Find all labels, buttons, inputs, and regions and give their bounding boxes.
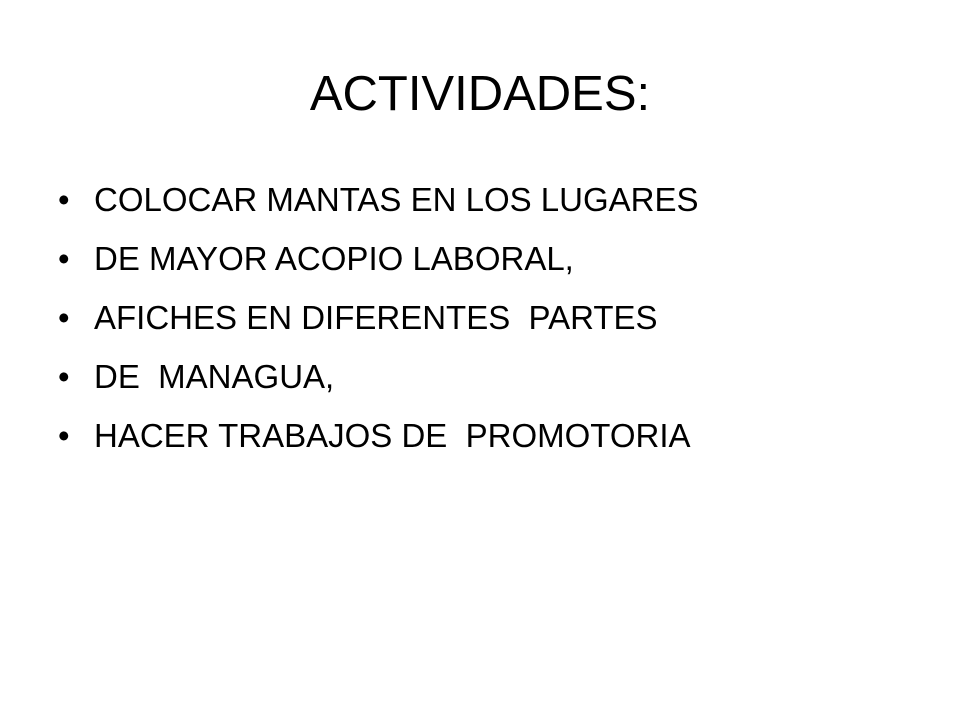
bullet-icon: • [58,240,70,277]
bullet-icon: • [58,181,70,218]
bullet-text: DE MAYOR ACOPIO LABORAL, [94,240,574,277]
list-item [58,170,938,229]
bullet-text: COLOCAR MANTAS EN LOS LUGARES [94,181,699,218]
list-item [58,347,938,406]
list-item [58,229,938,288]
bullet-icon: • [58,358,70,395]
list-item [58,288,938,347]
bullet-list [58,170,938,465]
bullet-icon: • [58,417,70,454]
bullet-icon: • [58,299,70,336]
bullet-text: HACER TRABAJOS DE PROMOTORIA [94,417,691,454]
bullet-text: DE MANAGUA, [94,358,335,395]
slide-title: ACTIVIDADES: [309,67,651,121]
bullet-text: AFICHES EN DIFERENTES PARTES [94,299,658,336]
list-item [58,406,938,465]
